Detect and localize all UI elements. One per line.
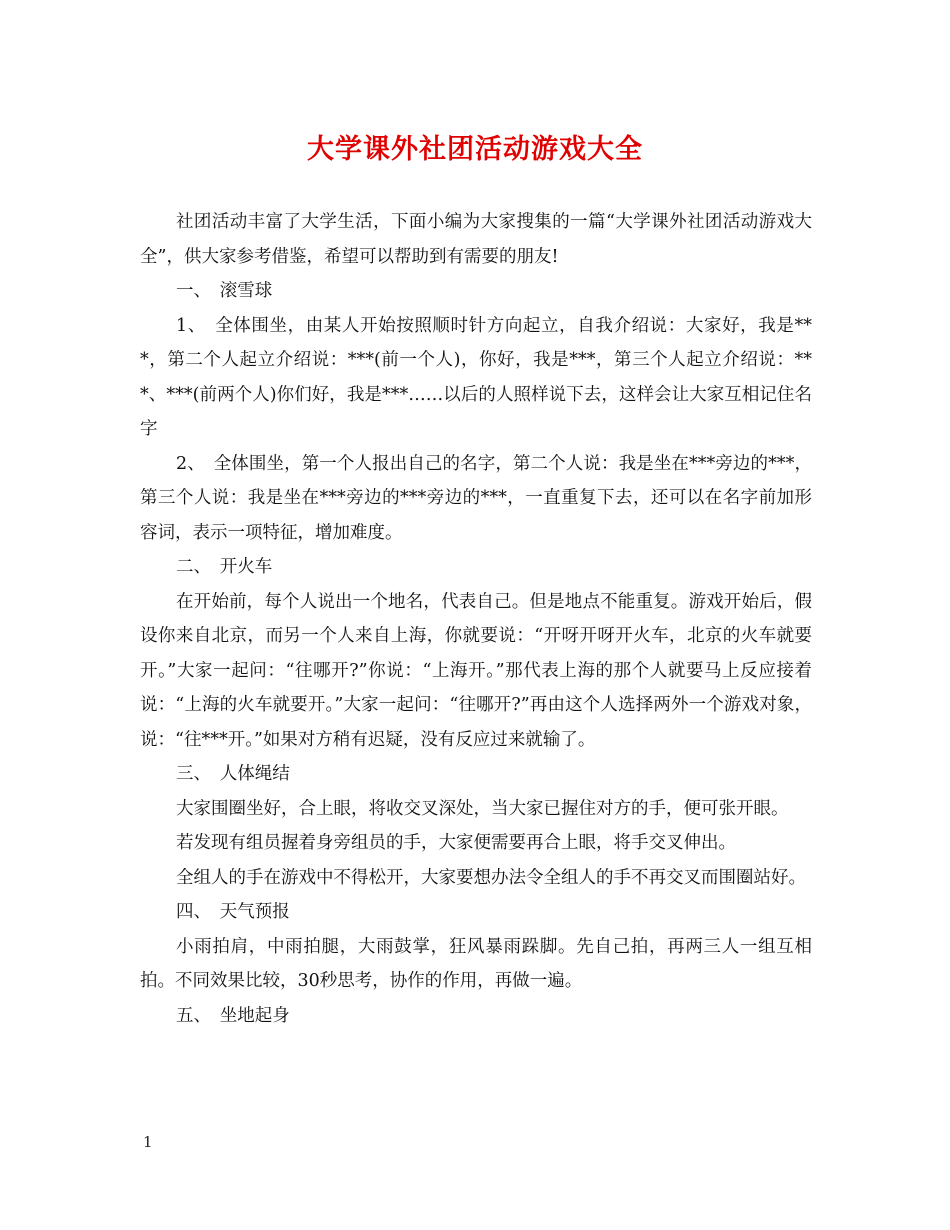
paragraph: 2、 全体围坐，第一个人报出自己的名字，第二个人说：我是坐在***旁边的***，第三个人说：我是坐在***旁边的***旁边的***，一直重复下去，还可以在名字前加形容词，表示一项特征，增加难度。 (140, 453, 812, 543)
page-number: 1 (143, 1133, 153, 1151)
paragraph: 在开始前，每个人说出一个地名，代表自己。但是地点不能重复。游戏开始后，假设你来自北京，而另一个人来自上海，你就要说：“开呀开呀开火车，北京的火车就要开。”大家一起问：“往哪开?”你说：“上海开。”那代表上海的那个人就要马上反应接着说：“上海的火车就要开。”大家一起问：“往哪开?”再由这个人选择两外一个游戏对象，说：“往***开。”如果对方稍有迟疑，没有反应过来就输了。 (140, 591, 812, 750)
document-title: 大学课外社团活动游戏大全 (307, 134, 643, 165)
section-heading-3: 三、 人体绳结 (176, 764, 290, 784)
paragraph: 1、 全体围坐，由某人开始按照顺时针方向起立，自我介绍说：大家好，我是***，第二个人起立介绍说：***(前一个人)，你好，我是***，第三个人起立介绍说：***、***(前两个人)你们好，我是***……以后的人照样说下去，这样会让大家互相记住名字 (140, 315, 812, 439)
paragraph: 大家围圈坐好，合上眼，将收交叉深处，当大家已握住对方的手，便可张开眼。 (176, 798, 789, 819)
intro-paragraph: 社团活动丰富了大学生活，下面小编为大家搜集的一篇“大学课外社团活动游戏大全”，供大家参考借鉴，希望可以帮助到有需要的朋友! (140, 212, 812, 267)
paragraph: 若发现有组员握着身旁组员的手，大家便需要再合上眼，将手交叉伸出。 (176, 833, 736, 853)
section-heading-5: 五、 坐地起身 (176, 1005, 290, 1026)
paragraph: 全组人的手在游戏中不得松开，大家要想办法令全组人的手不再交叉而围圈站好。 (176, 867, 806, 888)
section-heading-2: 二、 开火车 (176, 557, 273, 577)
paragraph: 小雨拍肩，中雨拍腿，大雨鼓掌，狂风暴雨跺脚。先自己拍，再两三人一组互相拍。不同效果比较，30秒思考，协作的作用，再做一遍。 (140, 936, 812, 991)
section-heading-1: 一、 滚雪球 (176, 281, 273, 301)
document-body (140, 205, 812, 1033)
section-heading-4: 四、 天气预报 (176, 902, 290, 922)
